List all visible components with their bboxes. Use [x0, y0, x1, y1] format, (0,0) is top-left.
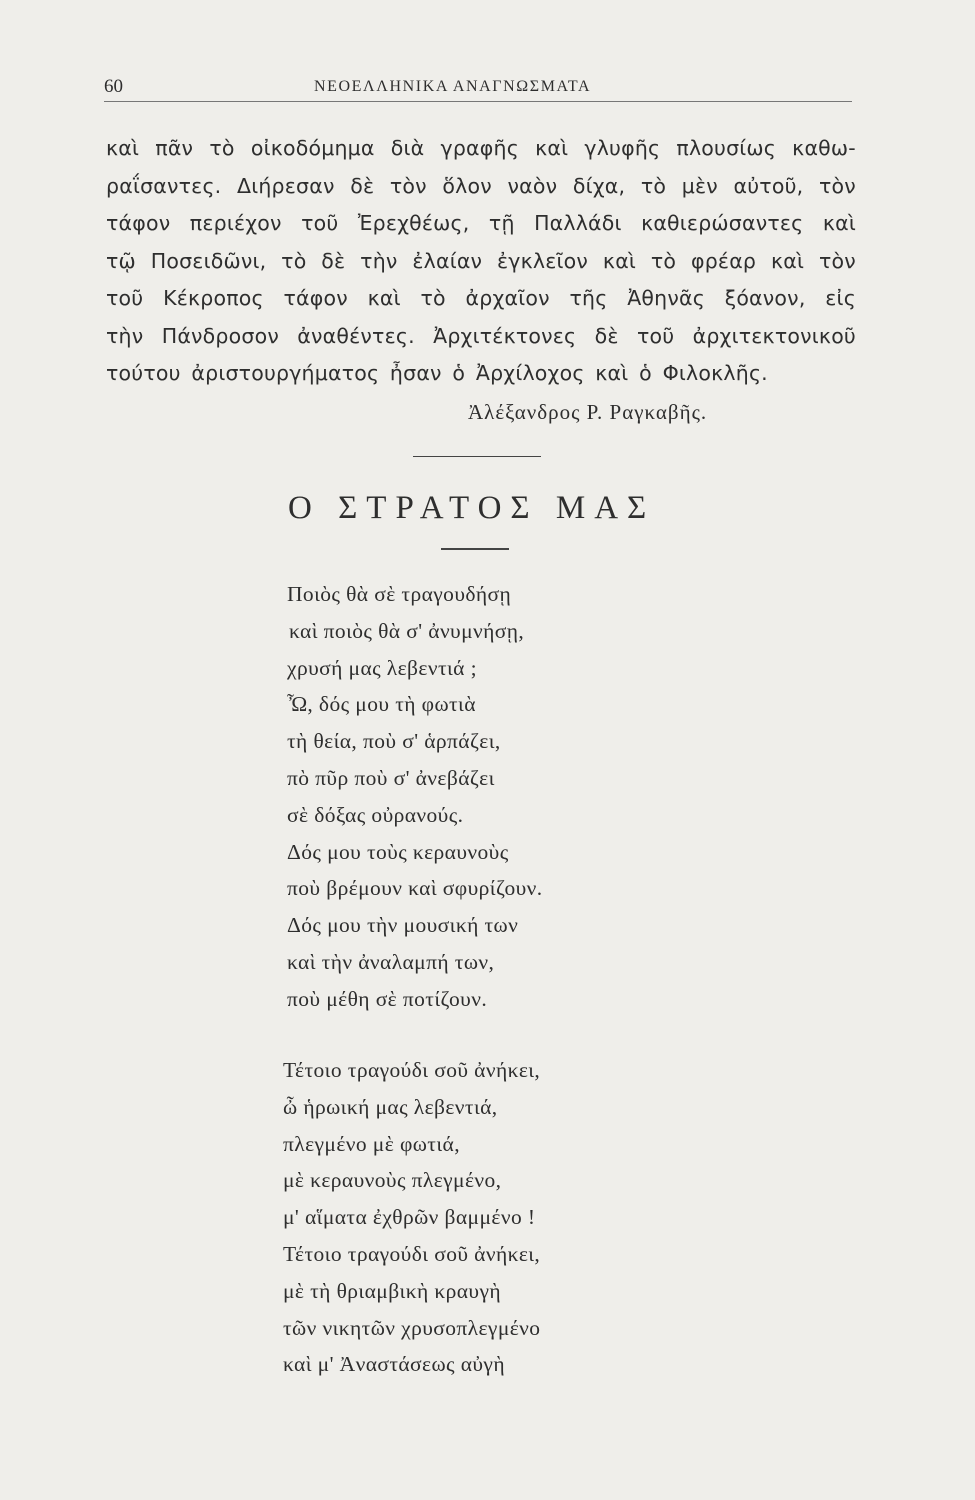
prose-line: τὴν Πάνδροσον ἀναθέντες. Ἀρχιτέκτονες δὲ τοῦ ἀρχιτεκτονικοῦ [106, 323, 856, 348]
prose-line: τούτου ἀριστουργήματος ἦσαν ὁ Ἀρχίλοχος καὶ ὁ Φιλοκλῆς. [106, 361, 768, 385]
verse-line: Ὦ, δός μου τὴ φωτιὰ [287, 692, 476, 717]
section-divider [413, 456, 541, 457]
prose-line: τοῦ Κέκροπος τάφον καὶ τὸ ἀρχαῖον τῆς Ἀθηνᾶς ξόανον, εἰς [106, 286, 856, 310]
verse-line: ὦ ἡρωική μας λεβεντιά, [283, 1094, 498, 1119]
poem-title: Ο ΣΤΡΑΤΟΣ ΜΑΣ [288, 490, 656, 526]
verse-line: τὴ θεία, ποὺ σ' ἁρπάζει, [287, 729, 501, 754]
verse-line: Τέτοιο τραγούδι σοῦ ἀνήκει, [283, 1058, 541, 1082]
page-header [104, 76, 852, 100]
verse-line: ποὺ μέθη σὲ ποτίζουν. [287, 986, 488, 1011]
prose-line: καὶ πᾶν τὸ οἰκοδόμημα διὰ γραφῆς καὶ γλυφῆς πλουσίως καθω- [106, 136, 856, 160]
verse-line: Δός μου τοὺς κεραυνοὺς [287, 839, 509, 864]
verse-line: καὶ μ' Ἀναστάσεως αὐγὴ [283, 1352, 505, 1377]
verse-line: Τέτοιο τραγούδι σοῦ ἀνήκει, [283, 1241, 541, 1266]
prose-line: ραΐσαντες. Διήρεσαν δὲ τὸν ὅλον ναὸν δίχα, τὸ μὲν αὐτοῦ, τὸν [106, 173, 856, 198]
prose-paragraph [106, 130, 856, 393]
verse-line: μὲ κεραυνοὺς πλεγμένο, [283, 1168, 502, 1193]
verse-line: τῶν νικητῶν χρυσοπλεγμένο [283, 1315, 541, 1340]
page-number: 60 [104, 76, 123, 97]
header-rule [104, 101, 852, 102]
author-signature: Ἀλέξανδρος Ρ. Ραγκαβῆς. [468, 400, 708, 424]
verse-line: πὸ πῦρ ποὺ σ' ἀνεβάζει [287, 765, 495, 790]
verse-line: Ποιὸς θὰ σὲ τραγουδήσῃ [287, 582, 512, 606]
verse-line: χρυσή μας λεβεντιά ; [287, 655, 477, 680]
prose-line: τῷ Ποσειδῶνι, τὸ δὲ τὴν ἐλαίαν ἐγκλεῖον καὶ τὸ φρέαρ καὶ τὸν [106, 248, 856, 273]
prose-line: τάφον περιέχον τοῦ Ἐρεχθέως, τῇ Παλλάδι καθιερώσαντες καὶ [106, 211, 856, 235]
title-underline [441, 548, 509, 550]
verse-line: ποὺ βρέμουν καὶ σφυρίζουν. [287, 876, 543, 901]
running-title: ΝΕΟΕΛΛΗΝΙΚΑ ΑΝΑΓΝΩΣΜΑΤΑ [314, 78, 592, 95]
verse-line: Δός μου τὴν μουσική των [287, 913, 519, 938]
poem-stanza-2 [283, 1052, 703, 1383]
verse-line: καὶ τὴν ἀναλαμπή των, [287, 949, 495, 974]
verse-line: μ' αἵματα ἐχθρῶν βαμμένο ! [283, 1205, 536, 1230]
poem-stanza-1 [287, 576, 707, 1018]
verse-line: σὲ δόξας οὐρανούς. [287, 802, 464, 827]
verse-line: μὲ τὴ θριαμβικὴ κραυγὴ [283, 1278, 501, 1303]
verse-line: καὶ ποιὸς θὰ σ' ἀνυμνήσῃ, [289, 618, 525, 643]
verse-line: πλεγμένο μὲ φωτιά, [283, 1131, 460, 1156]
